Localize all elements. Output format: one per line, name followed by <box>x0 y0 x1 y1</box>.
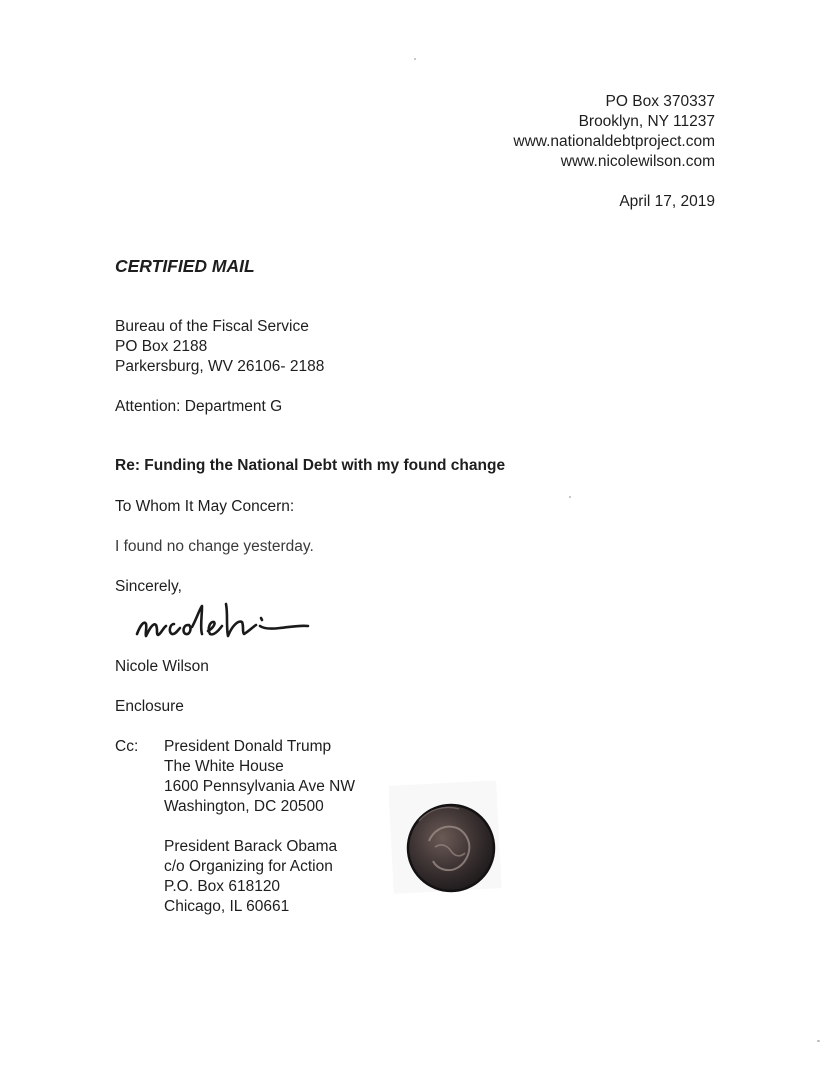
scan-speck <box>569 496 571 498</box>
sender-address-line2: Brooklyn, NY 11237 <box>578 113 715 130</box>
cc-line: c/o Organizing for Action <box>164 858 333 875</box>
salutation: To Whom It May Concern: <box>115 498 295 515</box>
cc-line: Washington, DC 20500 <box>164 798 324 815</box>
scan-speck <box>414 58 416 60</box>
recipient-address-line1: PO Box 2188 <box>115 338 208 355</box>
subject-line: Re: Funding the National Debt with my found change <box>115 457 506 474</box>
letter-date: April 17, 2019 <box>619 193 715 210</box>
cc-line: P.O. Box 618120 <box>164 878 281 895</box>
closing: Sincerely, <box>115 578 182 595</box>
coin-icon <box>389 781 504 896</box>
enclosure-note: Enclosure <box>115 698 184 715</box>
sender-website-1: www.nationaldebtproject.com <box>513 133 715 150</box>
cc-recipient-trump <box>164 737 355 817</box>
cc-line: 1600 Pennsylvania Ave NW <box>164 778 355 795</box>
body-text: I found no change yesterday. <box>115 538 314 555</box>
cc-line: Chicago, IL 60661 <box>164 898 290 915</box>
sender-website-2: www.nicolewilson.com <box>560 153 715 170</box>
cc-line: The White House <box>164 758 284 775</box>
scan-speck <box>817 1040 820 1042</box>
cc-label: Cc: <box>115 738 139 755</box>
cc-line: President Donald Trump <box>164 738 332 755</box>
signer-name: Nicole Wilson <box>115 658 209 675</box>
cc-recipient-obama <box>164 837 337 917</box>
handwritten-signature <box>130 598 315 646</box>
recipient-attention: Attention: Department G <box>115 398 283 415</box>
certified-mail-heading: CERTIFIED MAIL <box>115 256 255 276</box>
recipient-address-line2: Parkersburg, WV 26106- 2188 <box>115 358 325 375</box>
recipient-name: Bureau of the Fiscal Service <box>115 318 309 335</box>
sender-address-line1: PO Box 370337 <box>605 93 715 110</box>
cc-line: President Barack Obama <box>164 838 338 855</box>
